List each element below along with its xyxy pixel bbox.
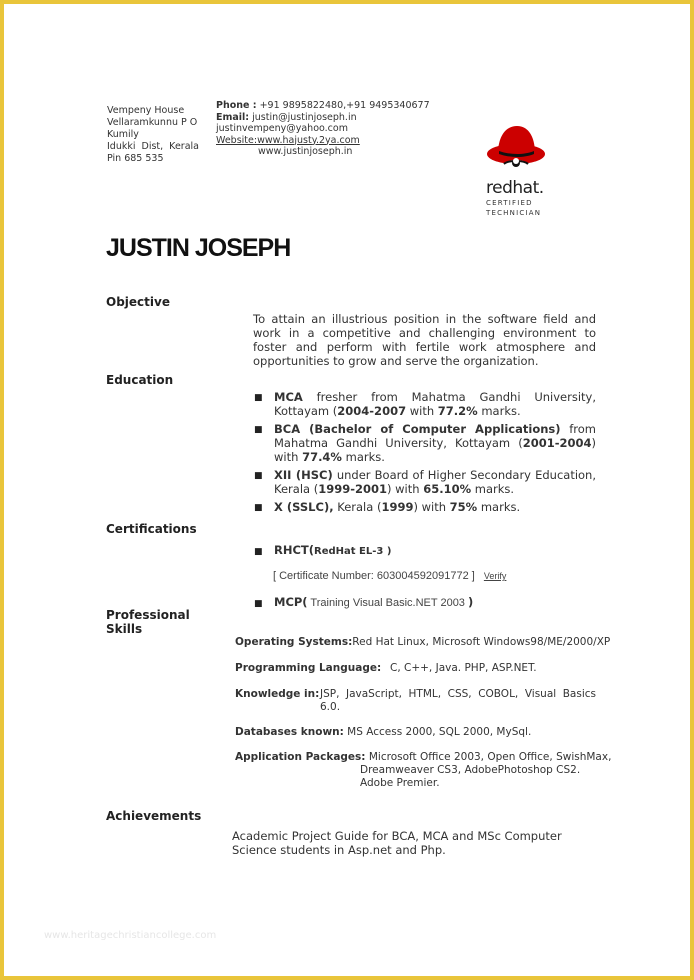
education-item — [274, 422, 596, 464]
address-line: Pin 685 535 — [107, 153, 164, 164]
cert-number-line — [273, 570, 506, 582]
skills-heading — [106, 608, 190, 636]
email-label: Email: — [216, 111, 250, 123]
edu-degree: MCA — [274, 390, 303, 404]
edu-text: marks. — [477, 404, 521, 418]
achievement-line: Academic Project Guide for BCA, MCA and MSc Computer — [232, 829, 562, 843]
candidate-name: JUSTIN JOSEPH — [106, 234, 291, 262]
skill-databases — [235, 726, 531, 739]
skills-heading-line: Professional — [106, 608, 190, 622]
edu-text: marks. — [471, 482, 515, 496]
verify-link[interactable]: Verify — [483, 571, 507, 581]
edu-text: ) with — [413, 500, 450, 514]
edu-text: ) with — [387, 482, 424, 496]
skill-label: Databases known: — [235, 726, 344, 738]
skills-heading-line: Skills — [106, 622, 143, 636]
address-line: Vellaramkunnu P O — [107, 117, 198, 128]
skill-label: Knowledge in: — [235, 688, 320, 700]
logo-certified: CERTIFIED — [486, 199, 533, 207]
skill-value: Dreamweaver CS3, AdobePhotoshop CS2. — [360, 764, 581, 776]
edu-score: 77.4% — [302, 450, 342, 464]
cert-mcp-title: MCP( — [274, 595, 308, 609]
phone-label: Phone : — [216, 100, 257, 111]
skill-value: MS Access 2000, SQL 2000, MySql. — [343, 726, 532, 738]
edu-score: 77.2% — [437, 404, 478, 418]
skill-label: Programming Language: — [235, 662, 382, 674]
redhat-icon — [486, 118, 548, 170]
edu-years: 2004-2007 — [337, 404, 407, 418]
edu-text: from Mahatma Gandhi University, Kottayam ( — [274, 422, 596, 450]
skill-value: Adobe Premier. — [360, 777, 440, 789]
email-value[interactable]: justin@justinjoseph.in — [249, 111, 357, 123]
edu-text: with — [406, 404, 438, 418]
address-line: Vempeny House — [107, 105, 185, 116]
edu-text: marks. — [341, 450, 385, 464]
education-item — [274, 500, 596, 514]
edu-degree: XII (HSC) — [274, 468, 333, 482]
edu-score: 75% — [449, 500, 478, 514]
achievements-heading: Achievements — [106, 809, 202, 823]
logo-technician: TECHNICIAN — [486, 209, 542, 217]
skill-value: 6.0. — [320, 701, 341, 713]
address-line: Idukki Dist, Kerala — [107, 141, 199, 152]
bullet-icon: ■ — [254, 425, 263, 435]
bullet-icon: ■ — [254, 503, 263, 513]
address-block — [107, 105, 199, 165]
edu-text: marks. — [477, 500, 521, 514]
skill-label: Application Packages: — [235, 751, 366, 763]
redhat-wordmark — [486, 178, 556, 198]
edu-degree: BCA (Bachelor of Computer Applications) — [274, 422, 561, 436]
skill-value: C, C++, Java. PHP, ASP.NET. — [390, 662, 537, 674]
cert-mcp-detail: Training Visual Basic.NET 2003 — [307, 597, 468, 609]
edu-degree: X (SSLC), — [274, 500, 334, 514]
phone-value: +91 9895822480,+91 9495340677 — [256, 100, 430, 111]
edu-years: 2001-2004 — [522, 436, 592, 450]
skill-value: JSP, JavaScript, HTML, CSS, COBOL, Visual Basics — [320, 688, 596, 700]
resume-page — [4, 4, 690, 976]
certifications-heading: Certifications — [106, 522, 197, 536]
bullet-icon: ■ — [254, 547, 263, 557]
achievement-line: Science students in Asp.net and Php. — [232, 843, 446, 857]
website-secondary[interactable]: www.justinjoseph.in — [258, 146, 353, 157]
cert-mcp — [274, 595, 473, 610]
edu-text: Kerala ( — [333, 500, 382, 514]
watermark: www.heritagechristiancollege.com — [44, 930, 217, 941]
education-item — [274, 390, 596, 418]
objective-heading: Objective — [106, 295, 170, 309]
edu-text: ) with — [274, 436, 596, 464]
redhat-logo — [486, 118, 556, 218]
contact-block — [216, 100, 430, 158]
skill-value: Red Hat Linux, Microsoft Windows98/ME/2000/XP — [352, 636, 611, 648]
bullet-icon: ■ — [254, 393, 263, 403]
skill-applications — [235, 751, 611, 764]
edu-text: under Board of Higher Secondary Education, Kerala ( — [274, 468, 596, 496]
objective-text: To attain an illustrious position in the software field and work in a competitive and challenging environment to foster and perform with fertile work atmosphere and opportunities to grow and serve the organization. — [253, 312, 596, 368]
education-heading: Education — [106, 373, 174, 387]
cert-rhct-detail: RedHat EL-3 ) — [314, 546, 392, 557]
email-secondary[interactable]: justinvempeny@yahoo.com — [216, 123, 348, 134]
cert-rhct-title: RHCT( — [274, 543, 315, 557]
skill-label: Operating Systems: — [235, 636, 353, 648]
edu-score: 65.10% — [423, 482, 472, 496]
cert-number: [ Certificate Number: 603004592091772 ] — [273, 570, 475, 582]
cert-mcp-close: ) — [467, 595, 474, 609]
website-link[interactable]: Website:www.hajusty.2ya.com — [216, 134, 360, 146]
edu-text: fresher from Mahatma Gandhi University, Kottayam ( — [274, 390, 596, 418]
skill-knowledge — [235, 688, 319, 701]
skill-programming — [235, 662, 381, 675]
address-line: Kumily — [107, 129, 139, 140]
skill-os — [235, 636, 610, 649]
edu-years: 1999-2001 — [318, 482, 387, 496]
achievements-text — [232, 829, 562, 857]
edu-years: 1999 — [381, 500, 414, 514]
redhat-word-hat: hat. — [512, 178, 544, 198]
redhat-word-red: red — [486, 178, 513, 198]
education-item — [274, 468, 596, 496]
skill-value: Microsoft Office 2003, Open Office, SwishMax, — [365, 751, 612, 763]
cert-rhct — [274, 543, 391, 559]
bullet-icon: ■ — [254, 471, 263, 481]
bullet-icon: ■ — [254, 599, 263, 609]
